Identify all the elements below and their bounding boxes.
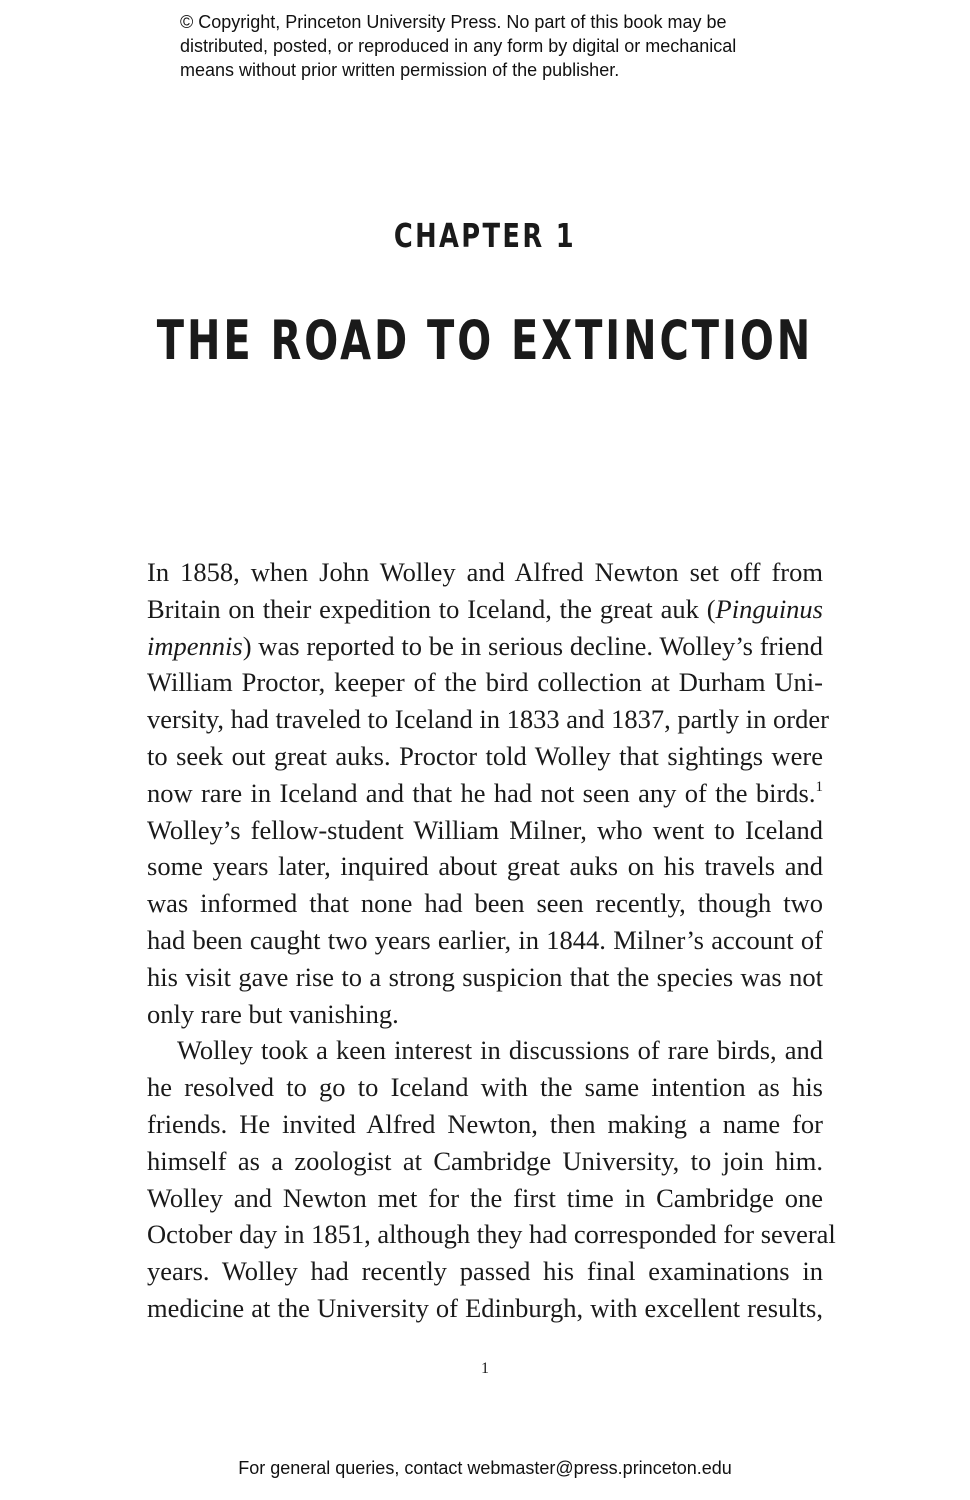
- footer-contact: For general queries, contact webmaster@press.princeton.edu: [238, 1458, 732, 1478]
- body-text-run: ) was reported to be in serious decline. Wolley’s friend: [242, 630, 823, 661]
- body-line: some years later, inquired about great auks on his travels and: [147, 851, 823, 882]
- body-line: his visit gave rise to a strong suspicion that the species was not: [147, 961, 823, 992]
- copyright-line: means without prior written permission of the publisher.: [180, 60, 620, 80]
- body-text-run: now rare in Iceland and that he had not seen any of the birds.: [147, 777, 816, 808]
- body-line: himself as a zoologist at Cambridge University, to join him.: [147, 1145, 823, 1176]
- body-line: [147, 591, 823, 628]
- footnote-marker: 1: [815, 778, 823, 795]
- body-line: medicine at the University of Edinburgh, with excellent results,: [147, 1292, 823, 1323]
- body-text-run: Britain on their expedition to Iceland, the great auk (: [147, 593, 716, 624]
- species-genus: Pinguinus: [715, 593, 823, 624]
- body-line: [147, 775, 823, 812]
- body-line: [147, 628, 823, 665]
- copyright-line: distributed, posted, or reproduced in any form by digital or mechanical: [180, 36, 737, 56]
- body-line: In 1858, when John Wolley and Alfred Newton set off from: [147, 557, 823, 587]
- body-line: Wolley and Newton met for the first time in Cambridge one: [147, 1182, 823, 1213]
- body-line: years. Wolley had recently passed his final examinations in: [147, 1256, 823, 1287]
- body-line: friends. He invited Alfred Newton, then making a name for: [147, 1108, 823, 1139]
- body-line: Wolley’s fellow-student William Milner, who went to Iceland: [147, 814, 823, 845]
- body-text: [147, 554, 836, 1327]
- copyright-notice: [180, 10, 820, 82]
- body-line: was informed that none had been seen recently, though two: [147, 888, 823, 919]
- body-line: had been caught two years earlier, in 1844. Milner’s account of: [147, 924, 823, 955]
- body-line: to seek out great auks. Proctor told Wolley that sightings were: [147, 740, 823, 771]
- body-line: he resolved to go to Iceland with the same intention as his: [147, 1072, 823, 1103]
- chapter-title: THE ROAD TO EXTINCTION: [156, 309, 814, 372]
- body-line: versity, had traveled to Iceland in 1833 and 1837, partly in order: [147, 704, 829, 735]
- species-epithet: impennis: [147, 630, 243, 661]
- body-line: William Proctor, keeper of the bird collection at Durham Uni-: [147, 667, 823, 698]
- body-line: only rare but vanishing.: [147, 998, 399, 1029]
- chapter-label: CHAPTER 1: [393, 216, 577, 255]
- body-line: October day in 1851, although they had corresponded for several: [147, 1219, 836, 1250]
- copyright-line: © Copyright, Princeton University Press. No part of this book may be: [180, 12, 727, 32]
- body-line: Wolley took a keen interest in discussions of rare birds, and: [177, 1035, 823, 1066]
- page-number: 1: [481, 1360, 489, 1377]
